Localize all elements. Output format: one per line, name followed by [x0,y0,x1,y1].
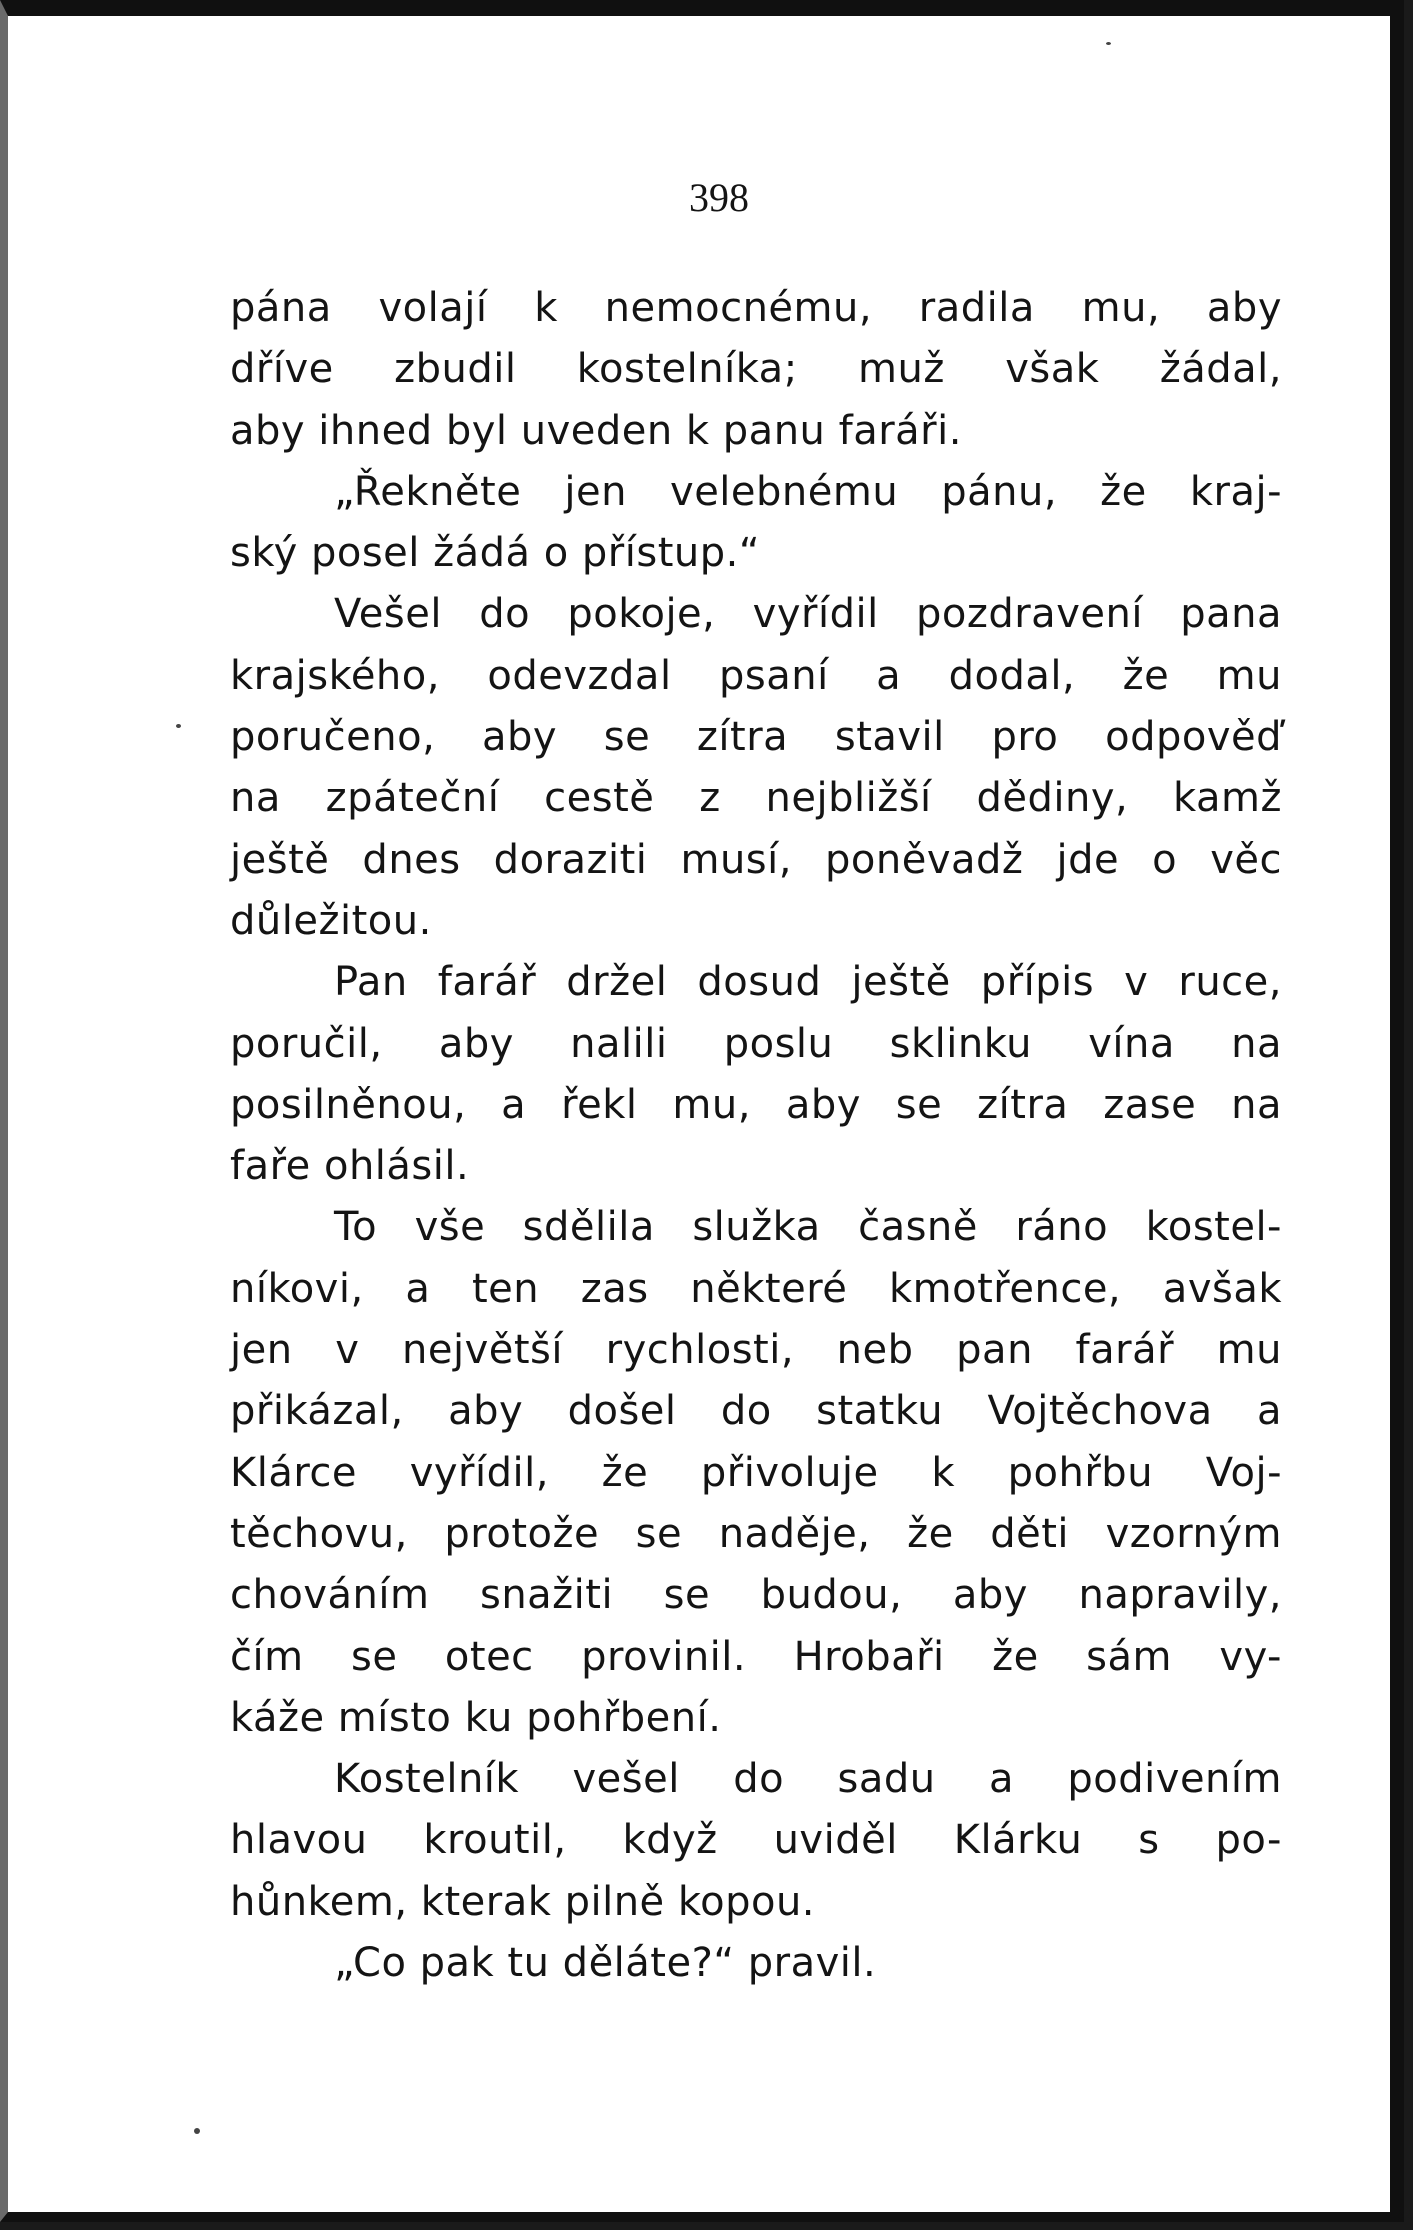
text-line: Vešel do pokoje, vyřídil pozdravení pana [334,591,1282,638]
text-line: posilněnou, a řekl mu, aby se zítra zase na [230,1081,1282,1128]
text-line: krajského, odevzdal psaní a dodal, že mu [230,652,1282,699]
text-line: „Řekněte jen velebnému pánu, že kraj- [334,468,1282,515]
text-line: dříve zbudil kostelníka; muž však žádal, [230,346,1282,393]
text-line: Pan farář držel dosud ještě přípis v ruce, [334,959,1282,1006]
page-number: 398 [689,175,749,220]
body-text [230,278,1282,1994]
text-line: ský posel žádá o přístup.“ [230,530,761,577]
text-line: těchovu, protože se naděje, že děti vzorným [230,1510,1282,1557]
text-line: čím se otec provinil. Hrobaři že sám vy- [230,1633,1282,1680]
text-line: hlavou kroutil, když uviděl Klárku s po- [230,1817,1282,1864]
text-line: poručil, aby nalili poslu sklinku vína na [230,1020,1282,1067]
text-line: Kostelník vešel do sadu a podivením [334,1756,1282,1803]
text-line: aby ihned byl uveden k panu faráři. [230,407,962,454]
paper-speck [1106,42,1111,45]
text-line: To vše sdělila služka časně ráno kostel- [334,1204,1282,1251]
text-line: níkovi, a ten zas některé kmotřence, avšak [230,1265,1282,1312]
text-line: Klárce vyřídil, že přivoluje k pohřbu Voj- [230,1449,1282,1496]
text-line: přikázal, aby došel do statku Vojtěchova a [230,1388,1282,1435]
text-line: hůnkem, kterak pilně kopou. [230,1878,816,1925]
text-line: pána volají k nemocnému, radila mu, aby [230,285,1282,331]
text-line: faře ohlásil. [230,1143,470,1190]
text-line: ještě dnes doraziti musí, poněvadž jde o věc [230,836,1282,883]
paper-speck [194,2128,200,2134]
text-line: „Co pak tu děláte?“ pravil. [334,1940,877,1987]
text-line: jen v největší rychlosti, neb pan farář mu [230,1327,1282,1374]
text-line: káže místo ku pohřbení. [230,1694,722,1741]
text-line: chováním snažiti se budou, aby napravily, [230,1572,1282,1619]
text-line: poručeno, aby se zítra stavil pro odpověď [230,714,1282,761]
text-line: důležitou. [230,897,432,944]
paper-speck [176,724,181,728]
text-line: na zpáteční cestě z nejbližší dědiny, kamž [230,775,1282,822]
